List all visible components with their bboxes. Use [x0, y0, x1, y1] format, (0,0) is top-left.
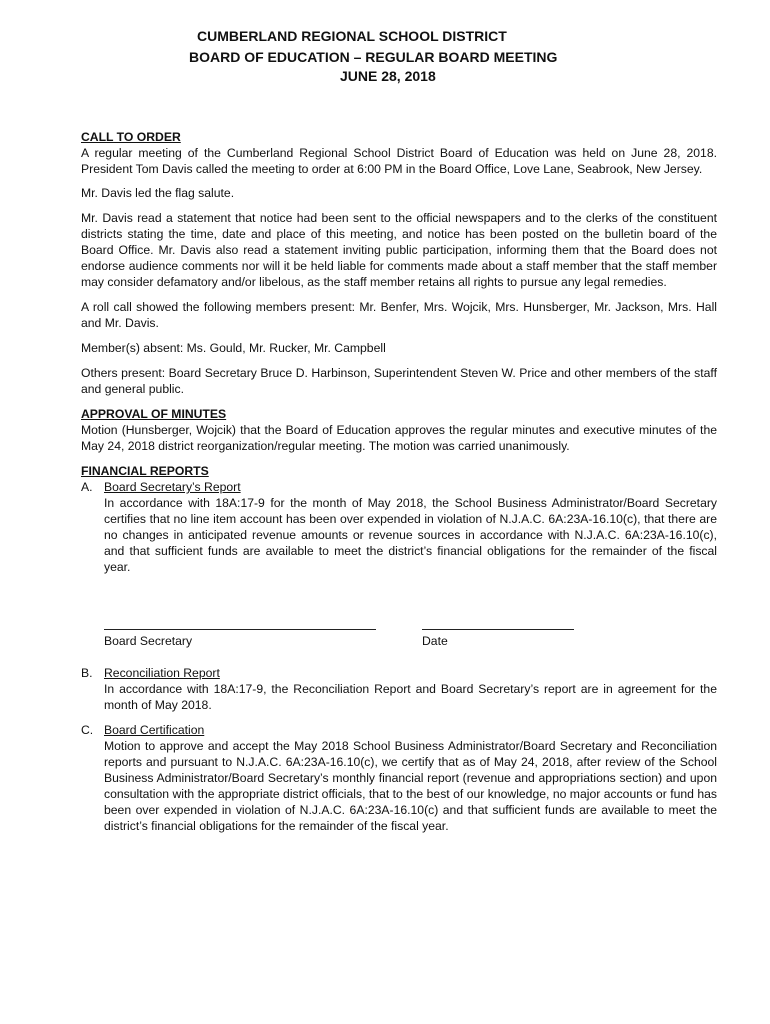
report-item-text: In accordance with 18A:17-9, the Reconciliation Report and Board Secretary’s report are in agreement for the month of May 2018. — [104, 682, 717, 712]
date-line — [422, 629, 574, 630]
flag-salute-paragraph: Mr. Davis led the flag salute. — [81, 186, 235, 200]
signature-line — [104, 629, 376, 630]
report-item-title: Reconciliation Report — [104, 666, 220, 680]
meeting-date: JUNE 28, 2018 — [340, 68, 436, 84]
report-item-title: Board Secretary’s Report — [104, 480, 241, 494]
call-to-order-paragraph: A regular meeting of the Cumberland Regional School District Board of Education was held on June 28, 2018. President Tom Davis called the meeting to order at 6:00 PM in the Board Office, Love Lane, Seabrook, New Jersey. — [81, 146, 717, 176]
call-to-order-heading: CALL TO ORDER — [81, 130, 181, 144]
notice-statement-paragraph: Mr. Davis read a statement that notice had been sent to the official newspapers and to the clerks of the constituent districts stating the time, date and place of this meeting, and notice has been posted on the bulletin board of the Board Office. Mr. Davis also read a statement inviting public participation, informing them that the Board does not endorse audience comments nor will it be held liable for comments made about a staff member that the staff member may consider defamatory and/or libelous, as the staff member retains all rights to pursue any legal remedies. — [81, 211, 717, 289]
approval-motion-paragraph: Motion (Hunsberger, Wojcik) that the Board of Education approves the regular minutes and executive minutes of the May 24, 2018 district reorganization/regular meeting. The motion was carried unanimously. — [81, 423, 717, 453]
list-marker: C. — [81, 723, 94, 737]
approval-of-minutes-heading: APPROVAL OF MINUTES — [81, 407, 227, 421]
district-title: CUMBERLAND REGIONAL SCHOOL DISTRICT — [197, 28, 507, 44]
minutes-body — [81, 129, 717, 843]
list-marker: B. — [81, 666, 93, 680]
report-item-a — [81, 479, 717, 689]
report-item-text: In accordance with 18A:17-9 for the month of May 2018, the School Business Administrator/Board Secretary certifies that no line item account has been over expended in violation of N.J.A.C. 6A:23A-16.10(c), that there are no changes in anticipated revenue amounts or revenue sources in accordance with N.J.A.C. 6A:23A-16.10(c), and that sufficient funds are available to meet the district’s financial obligations for the remainder of the fiscal year. — [104, 496, 717, 574]
report-item-text: Motion to approve and accept the May 2018 School Business Administrator/Board Secretary and Reconciliation reports and pursuant to N.J.A.C. 6A:23A-16.10(c), we certify that as of May 24, 2018, after review of the School Business Administrator/Board Secretary’s monthly financial report (revenue and appropriations section) and upon consultation with the appropriate district officials, that to the best of our knowledge, no major accounts or fund has been over expended in violation of N.J.A.C. 6A:23A-16.10(c) and that sufficient funds are available to meet the district’s financial obligations for the remainder of the fiscal year. — [104, 739, 717, 833]
list-marker: A. — [81, 480, 93, 494]
members-absent-paragraph: Member(s) absent: Ms. Gould, Mr. Rucker, Mr. Campbell — [81, 341, 386, 355]
meeting-title: BOARD OF EDUCATION – REGULAR BOARD MEETING — [189, 49, 558, 65]
others-present-paragraph: Others present: Board Secretary Bruce D. Harbinson, Superintendent Steven W. Price and other members of the staff and general public. — [81, 366, 717, 396]
financial-reports-heading: FINANCIAL REPORTS — [81, 464, 209, 478]
report-item-b — [81, 665, 717, 713]
report-item-title: Board Certification — [104, 723, 205, 737]
date-label: Date — [422, 634, 448, 648]
roll-call-paragraph: A roll call showed the following members present: Mr. Benfer, Mrs. Wojcik, Mrs. Hunsberger, Mr. Jackson, Mrs. Hall and Mr. Davis. — [81, 300, 717, 330]
report-item-c — [81, 722, 717, 834]
signature-label: Board Secretary — [104, 634, 193, 648]
